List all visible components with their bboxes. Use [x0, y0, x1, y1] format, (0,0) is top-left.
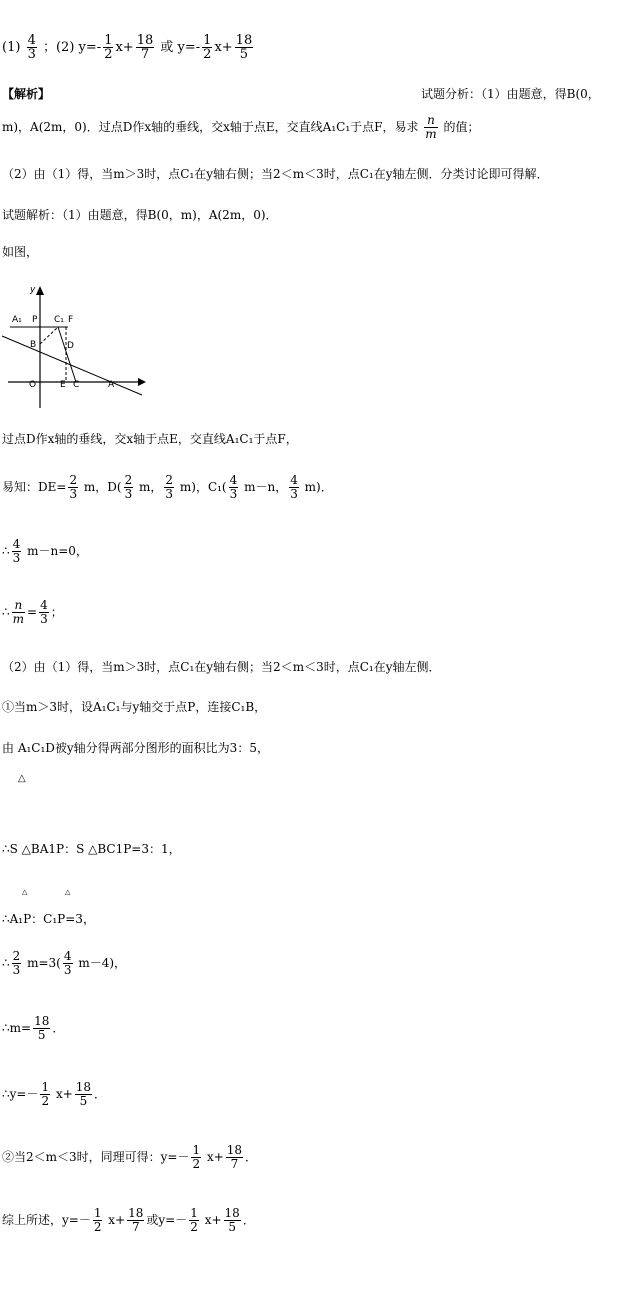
text-span: ．: [94, 1087, 107, 1101]
text-span: x+: [104, 1213, 126, 1227]
fraction: $\frac{n}{m}$: [12, 598, 25, 626]
answer-separator: ；(2): [42, 40, 75, 55]
fraction: $\frac{18}{7}$: [136, 33, 154, 62]
label-f: F: [68, 315, 74, 325]
dashed-bc1: [40, 327, 58, 344]
fraction: $\frac{18}{5}$: [34, 1014, 50, 1042]
text-span: ∴: [2, 544, 10, 558]
text-span: ．: [242, 1213, 255, 1227]
fraction: $\frac{4}{3}$: [27, 33, 36, 62]
text-span: 易知：DE=: [2, 480, 67, 494]
analysis-line-3: （2）由（1）得，当m＞3时，点C₁在y轴右侧；当2＜m＜3时，点C₁在y轴左侧．分类讨论即可得解．: [2, 167, 549, 181]
solution-line-7: （2）由（1）得，当m＞3时，点C₁在y轴右侧；当2＜m＜3时，点C₁在y轴左侧．: [2, 660, 441, 674]
solution-line-2: 如图，: [2, 245, 39, 259]
solution-line-15: [2, 1144, 257, 1171]
text-span: m)，A(2m，0)．过点D作x轴的垂线，交x轴于点E，交直线A₁C₁于点F，易求: [2, 120, 419, 134]
text-span: x+: [200, 1213, 222, 1227]
fraction: $\frac{1}{2}$: [192, 1143, 201, 1171]
fraction: $\frac{18}{5}$: [235, 33, 253, 62]
math-text: y=-: [78, 40, 102, 55]
analysis-label: 【解析】: [2, 87, 51, 101]
text-span: m，D(: [80, 480, 122, 494]
triangle-mark-1: △: [18, 773, 26, 784]
solution-line-10: ∴S △BA1P：S △BC1P=3：1，: [2, 842, 181, 856]
fraction: $\frac{n}{m}$: [425, 113, 437, 141]
solution-line-16: [2, 1207, 255, 1234]
text-span: 或y=－: [146, 1213, 188, 1227]
label-a1: A₁: [12, 315, 22, 325]
label-b: B: [30, 340, 37, 350]
text-span: ．: [52, 1021, 65, 1035]
label-d: D: [67, 341, 74, 351]
fraction: $\frac{18}{5}$: [75, 1080, 92, 1108]
fraction: $\frac{1}{2}$: [41, 1080, 50, 1108]
text-span: m－n，: [240, 480, 288, 494]
label-a: A: [108, 380, 115, 390]
solution-line-12: [2, 950, 126, 977]
fraction: $\frac{2}{3}$: [165, 473, 174, 501]
line-c1c: [58, 327, 76, 382]
solution-line-14: [2, 1081, 106, 1108]
answer-line: [2, 34, 255, 61]
analysis-intro: 试题分析：（1）由题意，得B(0，: [421, 87, 600, 101]
solution-line-8: ①当m＞3时，设A₁C₁与y轴交于点P，连接C₁B，: [2, 700, 267, 714]
fraction: $\frac{1}{2}$: [104, 33, 113, 62]
fraction: $\frac{4}{3}$: [229, 473, 238, 501]
math-text: x+: [214, 40, 233, 55]
text-span: ．: [245, 1150, 258, 1164]
fraction: $\frac{4}{3}$: [290, 473, 298, 501]
label-o: O: [29, 380, 37, 390]
text-span: =: [27, 605, 38, 619]
fraction: $\frac{18}{7}$: [128, 1206, 144, 1234]
answer-part1-label: (1): [2, 40, 21, 55]
solution-line-4: [2, 474, 333, 501]
text-span: ；: [50, 605, 63, 619]
triangle-mark-2: △: [22, 888, 28, 896]
fraction: $\frac{2}{3}$: [124, 473, 133, 501]
solution-line-11: ∴A₁P：C₁P=3，: [2, 912, 95, 926]
label-e: E: [60, 380, 66, 390]
text-span: ∴m=: [2, 1021, 32, 1035]
text-span: m－n=0，: [23, 544, 88, 558]
analysis-line-2: [2, 114, 480, 141]
x-axis-arrow: [138, 378, 146, 386]
solution-line-6: [2, 599, 63, 626]
triangle-mark-3: △: [65, 888, 71, 896]
fraction: $\frac{4}{3}$: [12, 537, 21, 565]
text-span: ∴: [2, 956, 10, 970]
text-span: ∴y=－: [2, 1087, 39, 1101]
text-span: m，: [135, 480, 163, 494]
text-span: x+: [52, 1087, 73, 1101]
text-span: m)．: [300, 480, 333, 494]
text-span: 的值；: [443, 120, 480, 134]
fraction: $\frac{2}{3}$: [69, 473, 78, 501]
text-span: ②当2＜m＜3时，同理可得：y=－: [2, 1150, 190, 1164]
label-c: C: [73, 380, 80, 390]
label-y: y: [30, 285, 36, 295]
fraction: $\frac{4}{3}$: [40, 598, 48, 626]
fraction: $\frac{18}{7}$: [226, 1143, 243, 1171]
fraction: $\frac{2}{3}$: [12, 949, 21, 977]
text-span: m)，C₁(: [176, 480, 227, 494]
y-axis-arrow: [36, 286, 44, 295]
math-text: x+: [115, 40, 134, 55]
text-span: ∴: [2, 605, 10, 619]
geometry-figure: [0, 280, 160, 410]
fraction: $\frac{18}{5}$: [224, 1206, 240, 1234]
label-p: P: [32, 315, 38, 325]
solution-line-9: 由 A₁C₁D被y轴分得两部分图形的面积比为3：5，: [2, 741, 269, 755]
math-text: 或 y=-: [160, 40, 201, 55]
solution-line-13: [2, 1015, 64, 1042]
text-span: x+: [203, 1150, 224, 1164]
fraction: $\frac{1}{2}$: [190, 1206, 198, 1234]
fraction: $\frac{4}{3}$: [63, 949, 72, 977]
text-span: 综上所述，y=－: [2, 1213, 91, 1227]
label-c1: C₁: [54, 315, 64, 325]
text-span: m－4)，: [74, 956, 127, 970]
fraction: $\frac{1}{2}$: [93, 1206, 102, 1234]
solution-line-3: 过点D作x轴的垂线，交x轴于点E，交直线A₁C₁于点F，: [2, 432, 298, 446]
text-span: m=3(: [23, 956, 61, 970]
solution-line-1: 试题解析：（1）由题意，得B(0，m)，A(2m，0)．: [2, 208, 278, 222]
fraction: $\frac{1}{2}$: [203, 33, 212, 62]
solution-line-5: [2, 538, 88, 565]
